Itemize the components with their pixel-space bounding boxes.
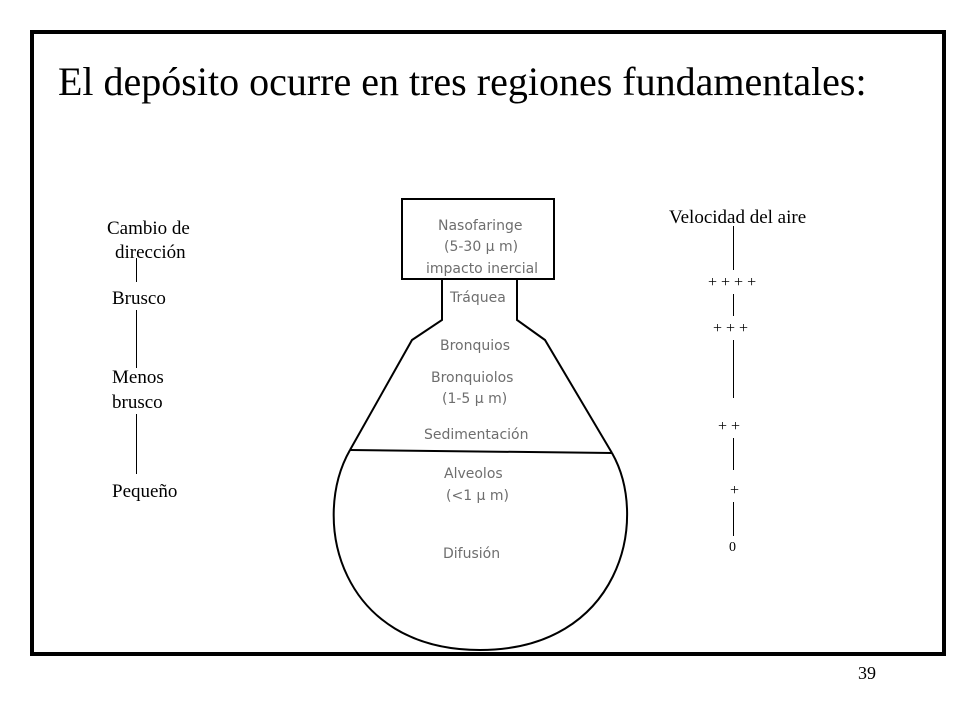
speed-level-4: + + + + xyxy=(708,274,757,291)
label-bronquiolos-size: (1-5 μ m) xyxy=(442,391,508,407)
label-alveolos: Alveolos xyxy=(444,466,503,482)
right-scale-line-2 xyxy=(733,294,734,316)
label-alveolos-size: (<1 μ m) xyxy=(446,488,510,504)
flask-right-wall xyxy=(517,279,612,453)
speed-level-1: + xyxy=(730,482,740,499)
speed-level-2: + + xyxy=(718,418,741,435)
sedimentation-divider xyxy=(350,450,612,453)
left-level-brusco-2: brusco xyxy=(112,392,163,413)
label-nasofaringe-size: (5-30 μ m) xyxy=(444,239,519,255)
right-scale-line-5 xyxy=(733,502,734,536)
right-scale-line-3 xyxy=(733,340,734,398)
left-level-pequeno: Pequeño xyxy=(112,481,178,502)
left-level-menos: Menos xyxy=(112,367,164,388)
label-impacto-inercial: impacto inercial xyxy=(426,261,539,277)
flask-left-wall xyxy=(350,279,442,450)
right-scale-line-1 xyxy=(733,226,734,270)
label-difusion: Difusión xyxy=(443,546,501,562)
left-heading-line2: dirección xyxy=(115,242,186,263)
label-nasofaringe: Nasofaringe xyxy=(438,218,523,234)
right-scale-line-4 xyxy=(733,438,734,470)
right-heading: Velocidad del aire xyxy=(669,207,807,228)
label-bronquios: Bronquios xyxy=(440,338,510,354)
left-heading-line1: Cambio de xyxy=(107,218,190,239)
left-level-brusco: Brusco xyxy=(112,288,166,309)
speed-level-3: + + + xyxy=(713,320,749,337)
speed-level-0: 0 xyxy=(729,540,736,555)
slide-title: El depósito ocurre en tres regiones fundamentales: xyxy=(58,59,867,104)
page-number: 39 xyxy=(858,663,876,683)
label-traquea: Tráquea xyxy=(450,290,506,306)
label-sedimentacion: Sedimentación xyxy=(424,427,529,443)
label-bronquiolos: Bronquiolos xyxy=(431,370,514,386)
